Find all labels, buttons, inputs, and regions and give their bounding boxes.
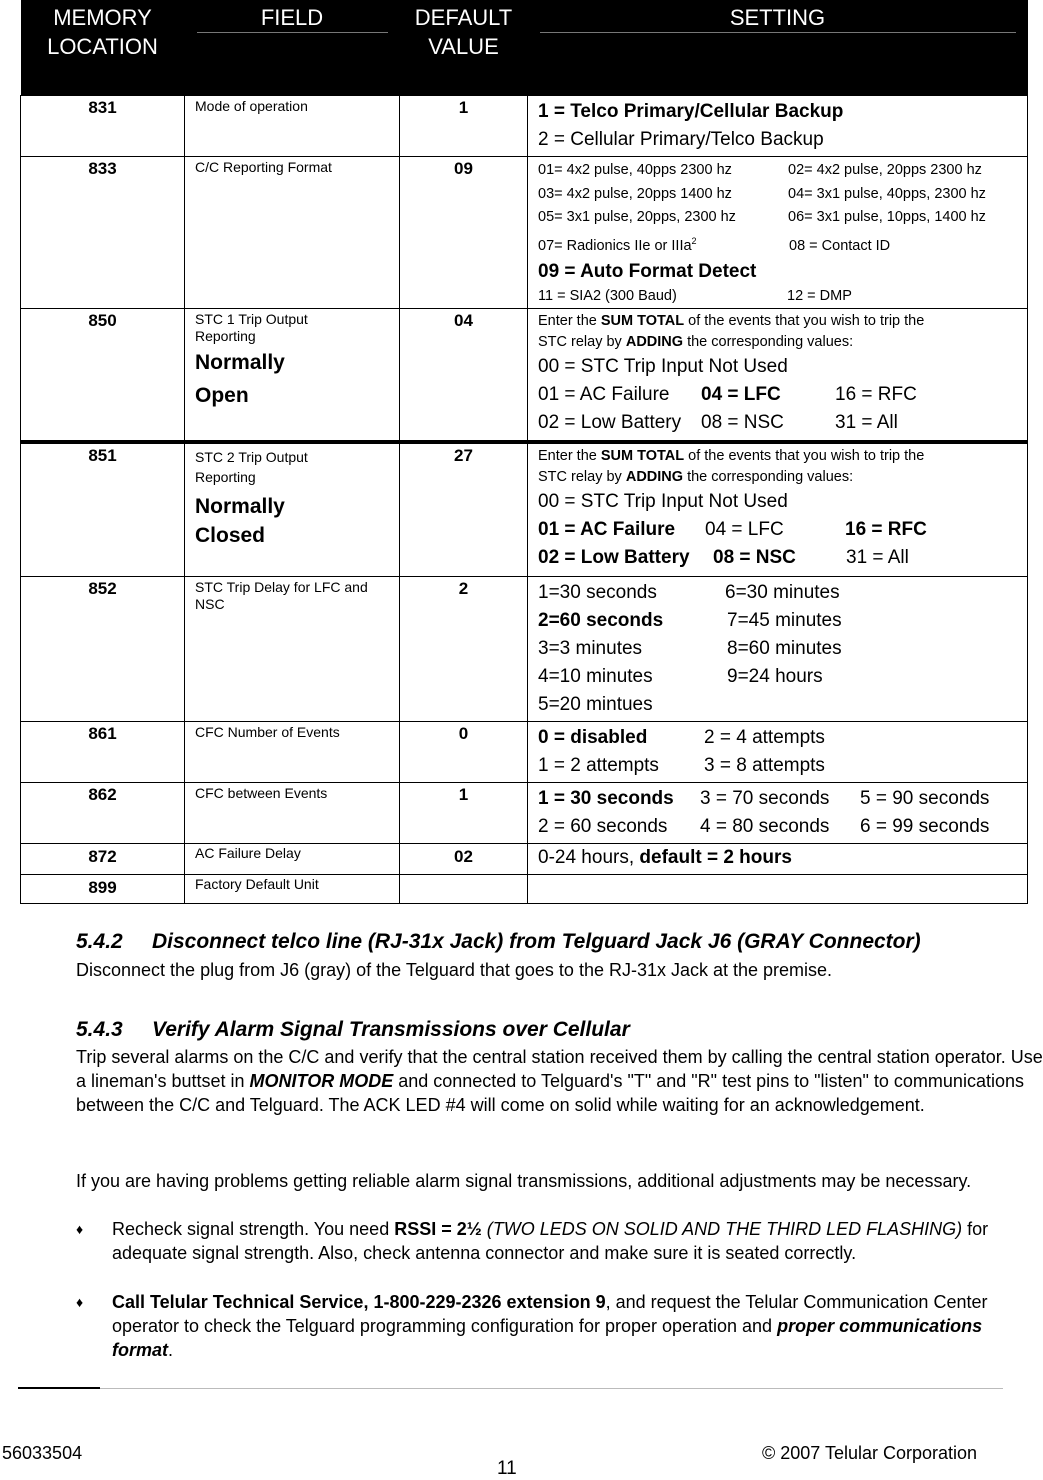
memory-location: 850 xyxy=(21,308,185,442)
programming-table xyxy=(20,0,1028,904)
list-item xyxy=(76,1217,1016,1265)
memory-location: 861 xyxy=(21,721,185,782)
document-number: 56033504 xyxy=(2,1443,83,1463)
setting-line: 1 = 2 attempts 3 = 8 attempts xyxy=(538,754,825,776)
setting-cell xyxy=(528,874,1028,903)
memory-location: 872 xyxy=(21,843,185,874)
setting-line xyxy=(538,286,1027,306)
header-default-line2: VALUE xyxy=(428,34,499,59)
field-name: CFC Number of Events xyxy=(185,721,400,782)
default-value xyxy=(400,874,528,903)
setting-line: 00 = STC Trip Input Not Used xyxy=(538,491,788,513)
section-body: Trip several alarms on the C/C and verify that the central station received them by calling the central station operator. Use a lineman's buttset in MONITOR MODE and connected to Telguard's "T" and "R" test pins to "listen" to communications between the C/C and Telguard. The ACK LED #4 will come on solid while waiting for an acknowledgement. xyxy=(76,1047,1043,1115)
field-emphasis: Normally xyxy=(195,495,285,519)
default-value: 02 xyxy=(400,843,528,874)
field-name: Mode of operation xyxy=(185,96,400,157)
setting-line: 1 = 30 seconds 3 = 70 seconds 5 = 90 seconds xyxy=(538,787,990,809)
field-cell xyxy=(185,308,400,442)
header-field-label: FIELD xyxy=(260,5,324,30)
setting-line: 0 = disabled 2 = 4 attempts xyxy=(538,726,825,748)
setting-intro: STC relay by ADDING the corresponding values: xyxy=(538,469,854,486)
list-item-text: Call Telular Technical Service, 1-800-229-2326 extension 9, and request the Telular Communication Center operator to check the Telguard programming configuration for proper operation and proper communications format. xyxy=(112,1292,988,1360)
setting-line xyxy=(538,183,1027,207)
list-item-text: Recheck signal strength. You need RSSI = 2½ (TWO LEDS ON SOLID AND THE THIRD LED FLASHING) for adequate signal strength. Also, check antenna connector and make sure it is seated correctly. xyxy=(112,1219,989,1263)
setting-cell xyxy=(528,96,1028,157)
setting-cell xyxy=(528,576,1028,721)
setting-cell xyxy=(528,308,1028,442)
setting-intro: Enter the SUM TOTAL of the events that you wish to trip the xyxy=(538,448,925,465)
diamond-bullet-icon: ♦ xyxy=(76,1294,84,1310)
field-emphasis: Normally xyxy=(195,350,285,374)
section-body: Disconnect the plug from J6 (gray) of the Telguard that goes to the RJ-31x Jack at the premise. xyxy=(76,960,833,980)
copyright: © 2007 Telular Corporation xyxy=(762,1443,978,1463)
header-setting-label: SETTING xyxy=(729,5,826,30)
footer-divider-accent xyxy=(18,1387,100,1389)
option: 11 = SIA2 (300 Baud) xyxy=(538,287,677,304)
setting-cell xyxy=(528,442,1028,576)
setting-intro: Enter the SUM TOTAL of the events that you wish to trip the xyxy=(538,312,925,329)
footer-divider xyxy=(18,1388,1003,1389)
option: 04= 3x1 pulse, 40pps, 2300 hz xyxy=(788,185,986,202)
default-value: 04 xyxy=(400,308,528,442)
header-rule xyxy=(540,32,1016,33)
field-name: STC 1 Trip Output Reporting xyxy=(195,310,308,344)
field-emphasis: Open xyxy=(195,383,249,407)
list-item xyxy=(76,1290,1036,1362)
memory-location: 899 xyxy=(21,874,185,903)
setting-line xyxy=(538,159,1027,183)
footnote-marker: 2 xyxy=(691,235,697,246)
page-number: 11 xyxy=(497,1458,517,1479)
field-cell xyxy=(185,576,400,721)
setting-cell xyxy=(528,157,1028,309)
default-value: 27 xyxy=(400,442,528,576)
diamond-bullet-icon: ♦ xyxy=(76,1221,84,1237)
section-heading-5-4-3: 5.4.3 Verify Alarm Signal Transmissions over Cellular xyxy=(76,1018,630,1041)
table-row xyxy=(21,157,1028,309)
option: 12 = DMP xyxy=(787,287,852,304)
setting-line xyxy=(538,206,1027,230)
field-emphasis: Closed xyxy=(195,524,266,548)
setting-line: 5=20 mintues xyxy=(538,693,653,715)
field-cell xyxy=(185,442,400,576)
setting-line: 2 = 60 seconds 4 = 80 seconds 6 = 99 seconds xyxy=(538,815,990,837)
table-row xyxy=(21,442,1028,576)
header-rule xyxy=(197,32,388,33)
table-row xyxy=(21,843,1028,874)
field-name: Reporting xyxy=(195,469,256,486)
field-name: Factory Default Unit xyxy=(185,874,400,903)
setting-line: 1 = Telco Primary/Cellular Backup xyxy=(538,101,844,122)
header-default-line1: DEFAULT xyxy=(414,5,513,30)
setting-line: 2=60 seconds 7=45 minutes xyxy=(538,609,842,631)
table-row xyxy=(21,308,1028,442)
table-header xyxy=(21,0,1028,96)
setting-cell xyxy=(528,843,1028,874)
default-value: 2 xyxy=(400,576,528,721)
section-body: If you are having problems getting reliable alarm signal transmissions, additional adjustments may be necessary. xyxy=(76,1171,972,1191)
memory-location: 852 xyxy=(21,576,185,721)
option: 01= 4x2 pulse, 40pps 2300 hz xyxy=(538,162,732,178)
option: 06= 3x1 pulse, 10pps, 1400 hz xyxy=(788,209,986,225)
setting-cell xyxy=(528,782,1028,843)
setting-line: 01 = AC Failure 04 = LFC 16 = RFC xyxy=(538,383,917,405)
setting-line: 09 = Auto Format Detect xyxy=(538,260,757,282)
setting-line: 4=10 minutes 9=24 hours xyxy=(538,665,823,687)
default-value: 1 xyxy=(400,96,528,157)
setting-line: 02 = Low Battery 08 = NSC 31 = All xyxy=(538,547,909,569)
header-memory-line1: MEMORY xyxy=(53,5,152,30)
setting-line: 02 = Low Battery 08 = NSC 31 = All xyxy=(538,411,898,433)
table-row xyxy=(21,874,1028,903)
field-name: AC Failure Delay xyxy=(185,843,400,874)
field-name: C/C Reporting Format xyxy=(185,157,400,309)
field-name: STC Trip Delay for LFC and NSC xyxy=(195,578,368,612)
table-row xyxy=(21,782,1028,843)
field-name: CFC between Events xyxy=(185,782,400,843)
option: 08 = Contact ID xyxy=(789,237,891,254)
memory-location: 833 xyxy=(21,157,185,309)
setting-cell xyxy=(528,721,1028,782)
setting-line: 3=3 minutes 8=60 minutes xyxy=(538,637,842,659)
memory-location: 862 xyxy=(21,782,185,843)
header-setting xyxy=(528,0,1028,96)
option: 02= 4x2 pulse, 20pps 2300 hz xyxy=(788,162,982,178)
table-row xyxy=(21,96,1028,157)
option: 05= 3x1 pulse, 20pps, 2300 hz xyxy=(538,209,736,225)
setting-line xyxy=(538,230,1027,258)
header-memory-line2: LOCATION xyxy=(47,34,158,59)
setting-line: 2 = Cellular Primary/Telco Backup xyxy=(538,129,824,150)
default-value: 09 xyxy=(400,157,528,309)
setting-line: 00 = STC Trip Input Not Used xyxy=(538,355,788,377)
field-name: STC 2 Trip Output xyxy=(195,449,308,466)
table-row xyxy=(21,576,1028,721)
option: 03= 4x2 pulse, 20pps 1400 hz xyxy=(538,185,732,202)
setting-line: 1=30 seconds 6=30 minutes xyxy=(538,581,840,603)
option: 07= Radionics IIe or IIIa xyxy=(538,237,692,254)
table-row xyxy=(21,721,1028,782)
header-field xyxy=(185,0,400,96)
default-value: 1 xyxy=(400,782,528,843)
setting-line: 0-24 hours, default = 2 hours xyxy=(538,846,792,868)
header-memory-location xyxy=(21,0,185,96)
section-heading-5-4-2: 5.4.2 Disconnect telco line (RJ-31x Jack) from Telguard Jack J6 (GRAY Connector) xyxy=(76,930,921,953)
default-value: 0 xyxy=(400,721,528,782)
memory-location: 831 xyxy=(21,96,185,157)
setting-intro: STC relay by ADDING the corresponding values: xyxy=(538,333,854,350)
header-default-value xyxy=(400,0,528,96)
setting-line: 01 = AC Failure 04 = LFC 16 = RFC xyxy=(538,519,927,541)
memory-location: 851 xyxy=(21,442,185,576)
